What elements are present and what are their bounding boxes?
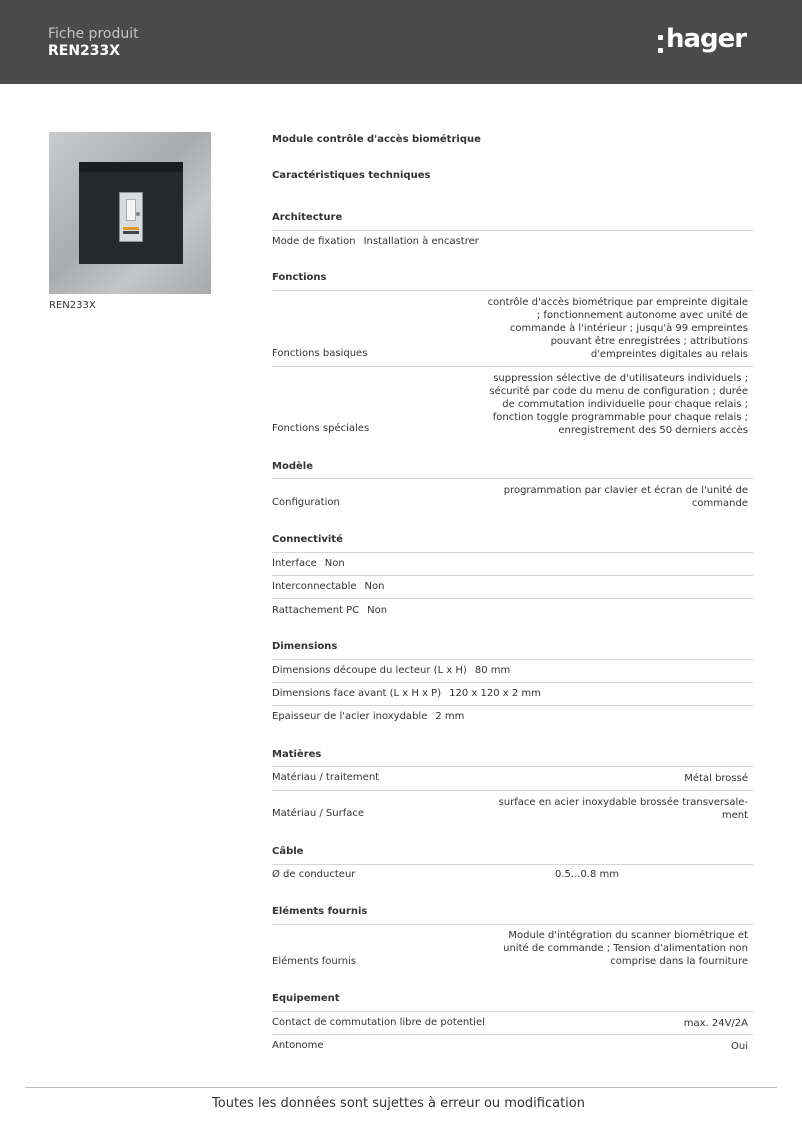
- spec-label-treatment: Matériau / traitement: [272, 772, 380, 783]
- section-heading-connectivity: Connectivité: [272, 534, 343, 545]
- product-image: [49, 132, 211, 294]
- section-heading-equipment: Equipement: [272, 993, 340, 1004]
- spec-label-supplied: Eléments fournis: [272, 956, 357, 967]
- spec-value-configuration: programmation par clavier et écran de l'unité de commande: [503, 485, 748, 509]
- spec-row-front-plate: Dimensions face avant (L x H x P) 120 x 120 x 2 mm: [272, 688, 541, 699]
- divider: [272, 552, 753, 553]
- divider: [272, 290, 753, 291]
- divider: [272, 366, 753, 367]
- section-heading-cable: Câble: [272, 846, 304, 857]
- section-heading-materials: Matières: [272, 749, 322, 760]
- product-title: Module contrôle d'accès biométrique: [272, 134, 481, 145]
- divider: [272, 598, 753, 599]
- spec-row-mounting: Mode de fixation Installation à encastrer: [272, 236, 479, 247]
- spec-row-pc-connection: Rattachement PC Non: [272, 605, 388, 616]
- divider: [272, 790, 753, 791]
- spec-row-cutout: Dimensions découpe du lecteur (L x H) 80 mm: [272, 665, 511, 676]
- section-heading-functions: Fonctions: [272, 272, 327, 283]
- hager-logo: [658, 24, 746, 58]
- reader-panel: [79, 162, 183, 264]
- divider: [272, 659, 753, 660]
- section-heading-architecture: Architecture: [272, 212, 343, 223]
- spec-label-basic-functions: Fonctions basiques: [272, 348, 368, 359]
- section-heading-dimensions: Dimensions: [272, 641, 338, 652]
- footer-divider: [25, 1087, 777, 1088]
- spec-label-special-functions: Fonctions spéciales: [272, 423, 370, 434]
- spec-label-contact: Contact de commutation libre de potentiel: [272, 1017, 485, 1028]
- spec-row-interconnectable: Interconnectable Non: [272, 581, 385, 592]
- fingerprint-sensor-icon: [119, 192, 143, 242]
- divider: [272, 1011, 753, 1012]
- logo-wordmark: hager: [666, 24, 747, 54]
- spec-value-special-functions: suppression sélective de d'utilisateurs individuels ; sécurité par code du menu de configuration ; durée de commutation individuelle pour chaque relais ; fonction toggle programmable pour chaque relais ; enregistrement des 50 derniers accès: [489, 373, 748, 436]
- spec-value-contact: max. 24V/2A: [683, 1018, 748, 1029]
- spec-value-conductor: 0.5...0.8 mm: [555, 869, 620, 880]
- technical-characteristics-heading: Caractéristiques techniques: [272, 170, 431, 181]
- spec-row-interface: Interface Non: [272, 558, 345, 569]
- spec-value-basic-functions: contrôle d'accès biométrique par empreinte digitale ; fonctionnement autonome avec unité de commande à l'intérieur ; jusqu'à 99 empreintes pouvant être enregistrées ; attributions d'empreintes digitales au relais: [487, 297, 748, 360]
- divider: [272, 230, 753, 231]
- header-bar: [0, 0, 802, 84]
- spec-row-steel-thickness: Epaisseur de l'acier inoxydable 2 mm: [272, 711, 465, 722]
- spec-value-supplied: Module d'intégration du scanner biométrique et unité de commande ; Tension d'alimentation non comprise dans la fourniture: [503, 930, 748, 967]
- image-caption: REN233X: [49, 300, 96, 311]
- divider: [272, 864, 753, 865]
- divider: [272, 1034, 753, 1035]
- divider: [272, 924, 753, 925]
- divider: [272, 705, 753, 706]
- section-heading-supplied: Eléments fournis: [272, 906, 368, 917]
- logo-colon-icon: [658, 35, 663, 53]
- section-heading-model: Modèle: [272, 461, 313, 472]
- footer-disclaimer: Toutes les données sont sujettes à erreur ou modification: [212, 1096, 585, 1111]
- spec-label-surface: Matériau / Surface: [272, 808, 365, 819]
- spec-value-treatment: Métal brossé: [684, 773, 748, 784]
- divider: [272, 575, 753, 576]
- product-reference: REN233X: [48, 43, 121, 59]
- divider: [272, 766, 753, 767]
- divider: [272, 682, 753, 683]
- spec-label-configuration: Configuration: [272, 497, 340, 508]
- spec-value-autonomous: Oui: [731, 1041, 748, 1052]
- spec-value-surface: surface en acier inoxydable brossée transversale-ment: [498, 797, 748, 821]
- divider: [272, 478, 753, 479]
- spec-label-conductor: Ø de conducteur: [272, 869, 356, 880]
- spec-label-autonomous: Antonome: [272, 1040, 324, 1051]
- document-type: Fiche produit: [48, 26, 139, 42]
